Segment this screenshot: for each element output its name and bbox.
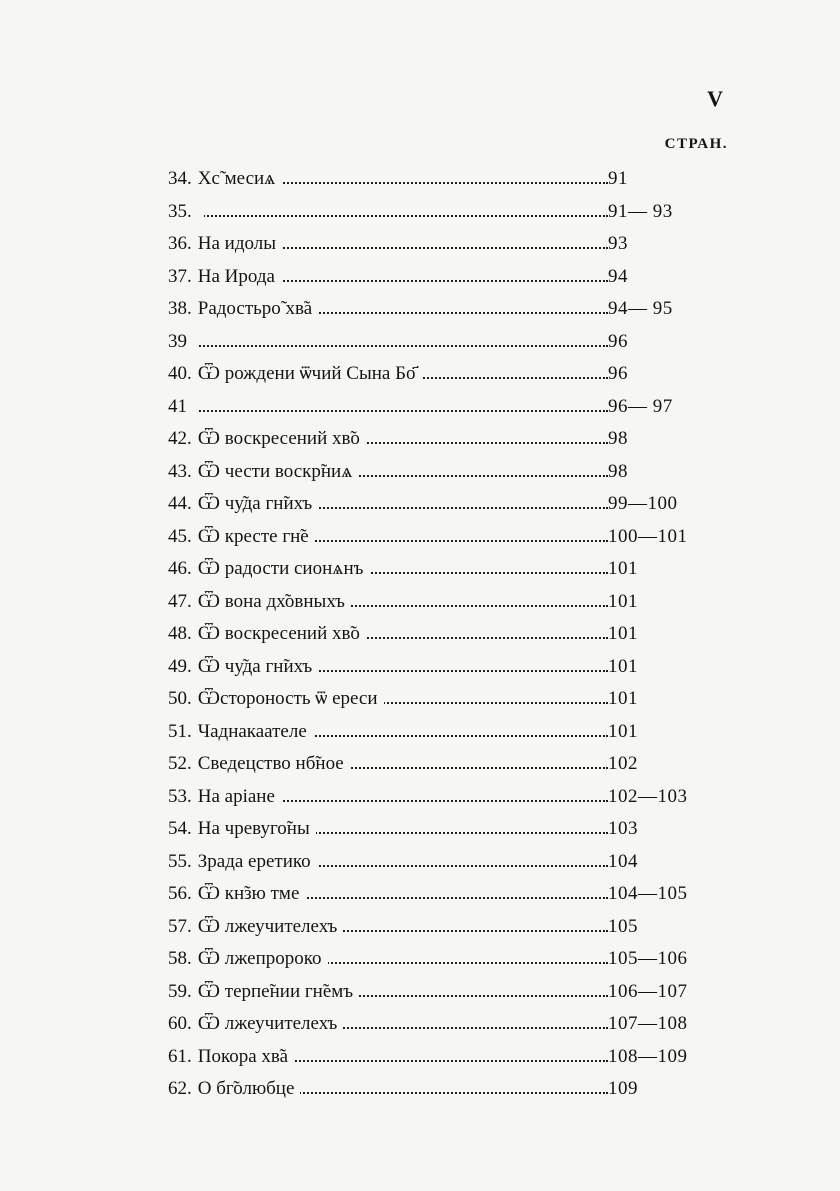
toc-entry-pages: 104 [608, 850, 638, 872]
toc-entry-title: Ѿстороность ѿ ереси [197, 688, 378, 710]
toc-entry-pages: 101 [608, 720, 638, 742]
toc-entry-pages: 101 [608, 623, 638, 645]
toc-entry-lead [168, 656, 608, 678]
toc-entry-title: Ѿ лжепророко [197, 948, 322, 970]
toc-entry-number: 41 [168, 395, 187, 417]
toc-entry-pages: 106—107 [608, 980, 688, 1002]
toc-entry-lead [168, 493, 608, 515]
toc-entry-lead [168, 916, 608, 938]
toc-entry-pages: 105—106 [608, 948, 688, 970]
toc-entry [168, 358, 728, 391]
toc-entry-lead [168, 981, 608, 1003]
toc-entry-pages: 93 [608, 233, 628, 255]
toc-entry-number: 36. [168, 233, 192, 255]
toc-entry-pages: 107—108 [608, 1013, 688, 1035]
toc-entry-lead [168, 623, 608, 645]
toc-entry [168, 943, 728, 976]
toc-entry-number: 40. [168, 363, 192, 385]
toc-entry [168, 748, 728, 781]
toc-entry-lead [168, 396, 608, 418]
toc-entry-number: 59. [168, 980, 192, 1002]
toc-entry-pages: 96 [608, 363, 628, 385]
toc-entry [168, 846, 728, 879]
toc-entry-title: На чревуго̃ны [197, 818, 310, 840]
toc-entry-number: 51. [168, 720, 192, 742]
toc-entry-lead [168, 266, 608, 288]
toc-entry-pages: 96 [608, 330, 628, 352]
toc-entry-number: 56. [168, 883, 192, 905]
toc-entry-pages: 101 [608, 655, 638, 677]
toc-entry-number: 58. [168, 948, 192, 970]
toc-entry-lead [168, 753, 608, 775]
toc-entry-title: Радостьро̃ хв̃а [197, 298, 313, 320]
toc-entry-lead [168, 428, 608, 450]
toc-entry-pages: 103 [608, 818, 638, 840]
toc-entry-number: 45. [168, 525, 192, 547]
toc-entry [168, 196, 728, 229]
toc-entry [168, 1041, 728, 1074]
toc-entry-lead [168, 851, 608, 873]
toc-entry-pages: 94 [608, 265, 628, 287]
toc-entry-title: На аріане [197, 785, 275, 807]
dot-leader [168, 345, 608, 347]
toc-entry-number: 54. [168, 818, 192, 840]
toc-entry-title: Хс̃ месиѧ [197, 168, 276, 190]
toc-entry-lead [168, 363, 608, 385]
toc-entry [168, 261, 728, 294]
toc-entry-number: 50. [168, 688, 192, 710]
toc-entry-number: 44. [168, 493, 192, 515]
toc-entry-lead [168, 201, 608, 223]
toc-entry-title: На идолы [197, 233, 276, 255]
toc-entry-title: Зрада еретико [197, 850, 311, 872]
toc-entry [168, 228, 728, 261]
toc-entry [168, 423, 728, 456]
toc-entry-title: Ѿ кн̃зю тме [197, 883, 300, 905]
toc-entry [168, 456, 728, 489]
toc-entry-lead [168, 1013, 608, 1035]
toc-entry-pages: 91— 93 [608, 200, 673, 222]
toc-entry-title: Ѿ чести воскр̃ниѧ [197, 460, 353, 482]
page-number: V [707, 86, 724, 111]
toc-entry-title: Ѿ лжеучителехъ [197, 1013, 338, 1035]
toc-entry-title: Ѿ вона дх̃овныхъ [197, 590, 345, 612]
toc-entry [168, 521, 728, 554]
toc-entry [168, 813, 728, 846]
toc-entry-title: Чаднакаателе [197, 720, 307, 742]
toc-entry [168, 651, 728, 684]
toc-entry-pages: 102 [608, 753, 638, 775]
toc-entry-number: 61. [168, 1045, 192, 1067]
toc-entry-pages: 96— 97 [608, 395, 673, 417]
pages-column-header: СТРАН. [664, 136, 728, 152]
toc-entry-lead [168, 883, 608, 905]
toc-entry-lead [168, 721, 608, 743]
toc-entry-title: Ѿ терпе̃нии гн̃емъ [197, 980, 354, 1002]
toc-entry-lead [168, 688, 608, 710]
toc-entry [168, 878, 728, 911]
toc-entry-pages: 91 [608, 168, 628, 190]
toc-entry-title: Ѿ чу̃да гн̃ихъ [197, 493, 313, 515]
toc-entry-number: 60. [168, 1013, 192, 1035]
toc-entry-number: 57. [168, 915, 192, 937]
toc-entry-number: 52. [168, 753, 192, 775]
toc-entry-pages: 98 [608, 428, 628, 450]
toc-entry-title: Ѿ воскресений хв̃о [197, 623, 360, 645]
toc-entry-pages: 101 [608, 590, 638, 612]
toc-entry [168, 293, 728, 326]
toc-entry-number: 42. [168, 428, 192, 450]
toc-entry-pages: 100—101 [608, 525, 688, 547]
toc-entry-number: 37. [168, 265, 192, 287]
toc-entry-pages: 108—109 [608, 1045, 688, 1067]
toc-entry-number: 34. [168, 168, 192, 190]
toc-entry [168, 1008, 728, 1041]
toc-entry-number: 47. [168, 590, 192, 612]
toc-entry-lead [168, 526, 608, 548]
toc-entry-lead [168, 1046, 608, 1068]
toc-entry-number: 62. [168, 1078, 192, 1100]
toc-entry-pages: 102—103 [608, 785, 688, 807]
dot-leader [168, 410, 608, 412]
toc-entry-lead [168, 558, 608, 580]
toc-entry-title: Ѿ чу̃да гн̃ихъ [197, 655, 313, 677]
toc-entry [168, 911, 728, 944]
toc-entry [168, 976, 728, 1009]
toc-entry-pages: 109 [608, 1078, 638, 1100]
toc-entry-title: О бг̃олюбце [197, 1078, 295, 1100]
toc-entry [168, 716, 728, 749]
toc-entry-number: 53. [168, 785, 192, 807]
toc-entry [168, 553, 728, 586]
toc-entry [168, 586, 728, 619]
toc-entry-lead [168, 331, 608, 353]
toc-entry-title: Покора хв̃а [197, 1045, 289, 1067]
toc-entry-number: 39 [168, 330, 187, 352]
toc-entry [168, 391, 728, 424]
toc-entry-lead [168, 298, 608, 320]
toc-entry-pages: 94— 95 [608, 298, 673, 320]
toc-entry [168, 1073, 728, 1106]
toc-entry-pages: 105 [608, 915, 638, 937]
toc-entry [168, 781, 728, 814]
toc-entry-title: Ѿ кресте гн̃е [197, 525, 309, 547]
toc-entry-pages: 99—100 [608, 493, 678, 515]
toc-entry-number: 35. [168, 200, 192, 222]
toc-entry [168, 683, 728, 716]
toc-entry-title: Ѿ рождени ѿчий Сына Бо҃ [197, 363, 416, 385]
toc-entry-number: 38. [168, 298, 192, 320]
toc-entry-number: 43. [168, 460, 192, 482]
toc-entry-title: Ѿ воскресений хв̃о [197, 428, 360, 450]
toc-entry-lead [168, 948, 608, 970]
toc-entry-pages: 101 [608, 688, 638, 710]
toc-entry-pages: 101 [608, 558, 638, 580]
toc-entry-lead [168, 818, 608, 840]
toc-entry-title: Сведецство нб̃ное [197, 753, 344, 775]
toc-entry-title: Ѿ лжеучителехъ [197, 915, 338, 937]
toc-entry-lead [168, 168, 608, 190]
dot-leader [168, 215, 608, 217]
toc-entry-pages: 104—105 [608, 883, 688, 905]
toc-entry-title: Ѿ радости сионѧнъ [197, 558, 364, 580]
toc-entry [168, 163, 728, 196]
toc-entry-lead [168, 1078, 608, 1100]
toc-entry-lead [168, 786, 608, 808]
toc-entry-number: 55. [168, 850, 192, 872]
toc-entry-lead [168, 461, 608, 483]
toc-entry-number: 49. [168, 655, 192, 677]
toc-entry-number: 48. [168, 623, 192, 645]
toc-entry [168, 488, 728, 521]
toc-entry [168, 326, 728, 359]
toc-entry-pages: 98 [608, 460, 628, 482]
toc-entry-number: 46. [168, 558, 192, 580]
toc-entry-lead [168, 233, 608, 255]
toc-entry-title: На Ирода [197, 265, 275, 287]
toc-entry-lead [168, 591, 608, 613]
toc-entry [168, 618, 728, 651]
table-of-contents [168, 163, 728, 1106]
